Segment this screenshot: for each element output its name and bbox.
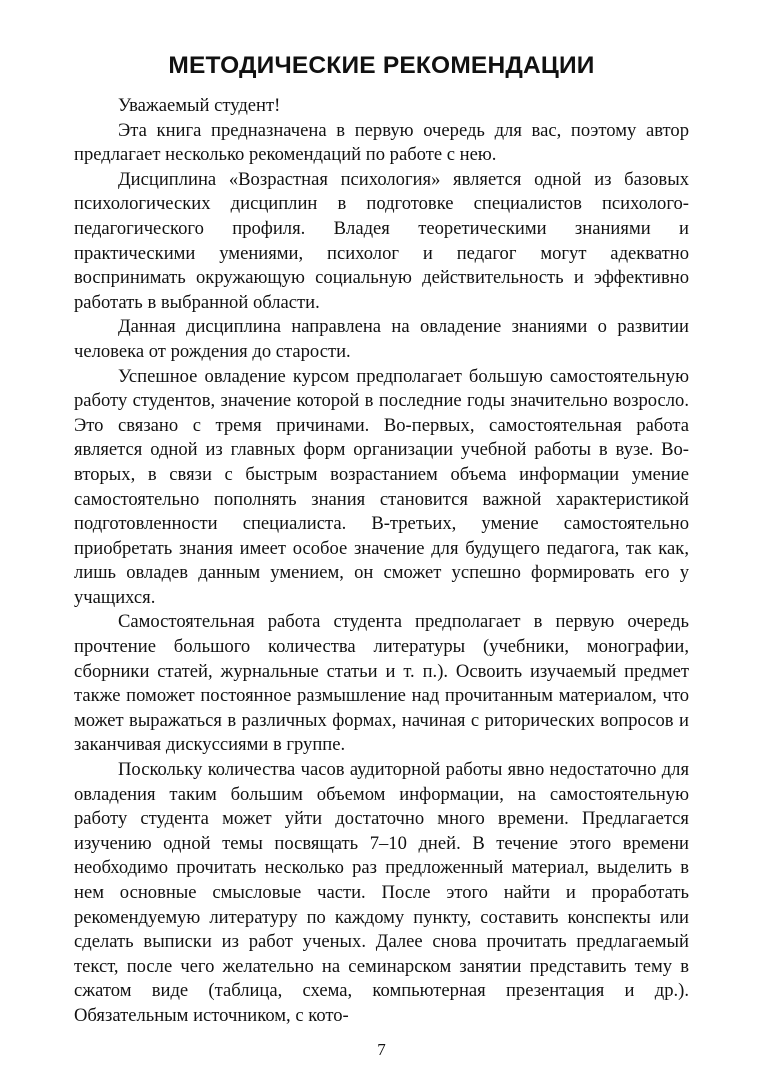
paragraph-time-planning: Поскольку количества часов аудиторной работы явно недостаточно для овладения таким большим объемом информации, на самостоятельную работу студента может уйти достаточно много времени. Предлагается изучению одной темы посвящать 7–10 дней. В течение этого времени необходимо прочитать несколько раз предложенный материал, выделить в нем основные смысловые части. После этого найти и проработать рекомендуемую литературу по каждому пункту, составить конспекты или сделать выписки из работ ученых. Далее снова прочитать предлагаемый текст, после чего желательно на семинарском занятии представить тему в сжатом виде (таблица, схема, компьютерная презентация и др.). Обязательным источником, с кото- bbox=[74, 759, 689, 1026]
body-text bbox=[74, 94, 689, 1029]
paragraph-purpose: Данная дисциплина направлена на овладение знаниями о развитии человека от рождения до старости. bbox=[74, 316, 689, 362]
paragraph-intro: Эта книга предназначена в первую очередь для вас, поэтому автор предлагает несколько рекомендаций по работе с нею. bbox=[74, 119, 689, 166]
page-title: МЕТОДИЧЕСКИЕ РЕКОМЕНДАЦИИ bbox=[168, 52, 595, 79]
paragraph-discipline: Дисциплина «Возрастная психология» является одной из базовых психологических дисциплин в подготовке специалистов психолого-педагогического профиля. Владея теоретическими знаниями и практическими умениями, психолог и педагог могут адекватно воспринимать окружающую социальную действительность и эффективно работать в выбранной области. bbox=[74, 168, 689, 313]
page-number: 7 bbox=[377, 1040, 386, 1059]
paragraph-greeting: Уважаемый студент! bbox=[118, 95, 281, 116]
paragraph-independent-work: Успешное овладение курсом предполагает большую самостоятельную работу студентов, значение которой в последние годы значительно возросло. Это связано с тремя причинами. Во-первых, самостоятельная работа является одной из главных форм организации учебной работы в вузе. Во-вторых, в связи с быстрым возрастанием объема информации умение самостоятельно пополнять знания становится важной характеристикой подготовленности специалиста. В-третьих, умение самостоятельно приобретать знания имеет особое значение для будущего педагога, так как, лишь овладев данным умением, он сможет успешно формировать его у учащихся. bbox=[74, 365, 689, 608]
paragraph-reading: Самостоятельная работа студента предполагает в первую очередь прочтение большого количества литературы (учебники, монографии, сборники статей, журнальные статьи и т. п.). Освоить изучаемый предмет также поможет постоянное размышление над прочитанным материалом, что может выражаться в различных формах, начиная с риторических вопросов и заканчивая дискуссиями в группе. bbox=[74, 611, 689, 756]
